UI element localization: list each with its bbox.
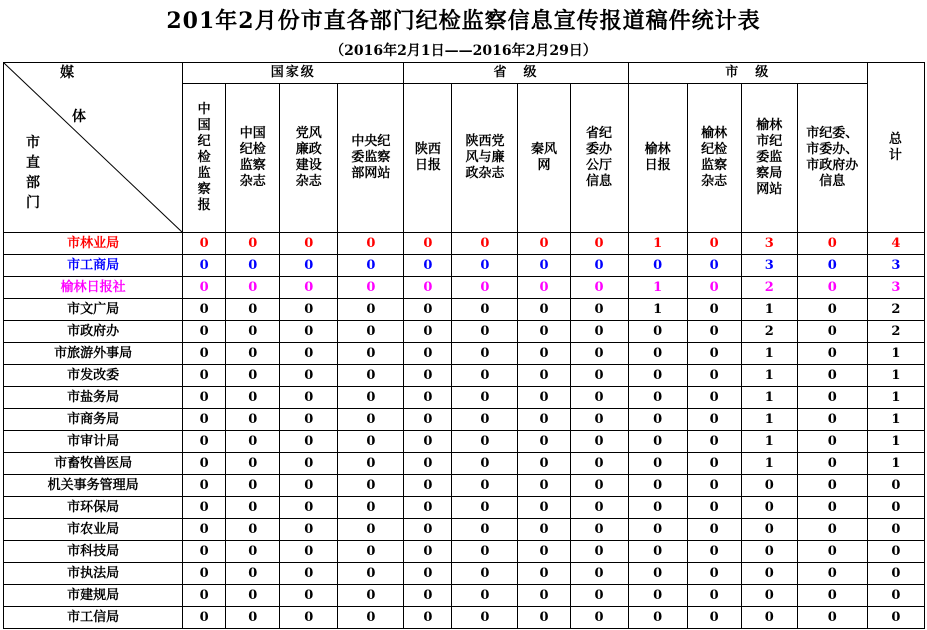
column-header: 省纪委办公厅信息 — [570, 84, 628, 233]
count-cell: 0 — [687, 607, 741, 629]
corner-type-label: 体 — [72, 109, 88, 125]
total-cell: 0 — [867, 585, 924, 607]
count-cell: 0 — [452, 409, 518, 431]
dept-name-cell: 市政府办 — [4, 321, 183, 343]
count-cell: 0 — [404, 519, 452, 541]
count-cell: 0 — [628, 519, 687, 541]
table-row — [4, 475, 925, 497]
count-cell: 0 — [797, 343, 867, 365]
dept-name-cell: 榆林日报社 — [4, 277, 183, 299]
total-cell: 2 — [867, 321, 924, 343]
total-cell: 1 — [867, 365, 924, 387]
count-cell: 0 — [226, 563, 280, 585]
count-cell: 0 — [687, 453, 741, 475]
column-header: 榆林纪检监察杂志 — [687, 84, 741, 233]
count-cell: 0 — [183, 277, 226, 299]
count-cell: 0 — [741, 563, 797, 585]
table-row — [4, 519, 925, 541]
count-cell: 0 — [280, 519, 338, 541]
column-header: 中国纪检监察报 — [183, 84, 226, 233]
count-cell: 0 — [404, 585, 452, 607]
count-cell: 0 — [280, 453, 338, 475]
count-cell: 0 — [226, 365, 280, 387]
count-cell: 0 — [570, 563, 628, 585]
count-cell: 0 — [518, 343, 570, 365]
column-header: 中国纪检监察杂志 — [226, 84, 280, 233]
count-cell: 0 — [570, 277, 628, 299]
count-cell: 0 — [338, 255, 404, 277]
total-cell: 0 — [867, 607, 924, 629]
count-cell: 0 — [404, 233, 452, 255]
count-cell: 0 — [226, 497, 280, 519]
total-cell: 1 — [867, 431, 924, 453]
total-cell: 1 — [867, 343, 924, 365]
count-cell: 0 — [452, 321, 518, 343]
count-cell: 0 — [404, 607, 452, 629]
dept-name-cell: 市科技局 — [4, 541, 183, 563]
table-row — [4, 453, 925, 475]
count-cell: 0 — [570, 453, 628, 475]
total-cell: 0 — [867, 541, 924, 563]
count-cell: 0 — [338, 519, 404, 541]
group-national: 国家级 — [183, 63, 404, 84]
count-cell: 0 — [183, 519, 226, 541]
count-cell: 0 — [404, 453, 452, 475]
dept-name-cell: 市建规局 — [4, 585, 183, 607]
count-cell: 0 — [404, 299, 452, 321]
count-cell: 0 — [183, 321, 226, 343]
total-cell: 0 — [867, 497, 924, 519]
count-cell: 0 — [452, 387, 518, 409]
dept-name-cell: 市发改委 — [4, 365, 183, 387]
count-cell: 0 — [570, 431, 628, 453]
count-cell: 0 — [687, 233, 741, 255]
count-cell: 0 — [280, 607, 338, 629]
count-cell: 0 — [226, 277, 280, 299]
count-cell: 0 — [183, 233, 226, 255]
dept-name-cell: 市环保局 — [4, 497, 183, 519]
table-row — [4, 607, 925, 629]
count-cell: 0 — [797, 497, 867, 519]
total-cell: 4 — [867, 233, 924, 255]
total-cell: 3 — [867, 277, 924, 299]
count-cell: 0 — [404, 387, 452, 409]
count-cell: 0 — [797, 541, 867, 563]
count-cell: 0 — [338, 387, 404, 409]
table-row — [4, 409, 925, 431]
total-cell: 1 — [867, 409, 924, 431]
page-title: 201年2月份市直各部门纪检监察信息宣传报道稿件统计表 — [166, 8, 761, 34]
count-cell: 0 — [797, 453, 867, 475]
count-cell: 0 — [280, 299, 338, 321]
count-cell: 0 — [797, 607, 867, 629]
count-cell: 0 — [226, 233, 280, 255]
group-header-row — [4, 63, 925, 84]
count-cell: 0 — [226, 541, 280, 563]
count-cell: 0 — [797, 431, 867, 453]
count-cell: 0 — [280, 277, 338, 299]
count-cell: 0 — [518, 321, 570, 343]
table-row — [4, 299, 925, 321]
total-cell: 1 — [867, 453, 924, 475]
count-cell: 0 — [280, 233, 338, 255]
count-cell: 0 — [628, 497, 687, 519]
dept-name-cell: 市工信局 — [4, 607, 183, 629]
column-header: 榆林日报 — [628, 84, 687, 233]
count-cell: 0 — [183, 255, 226, 277]
column-header-total: 总计 — [867, 63, 924, 233]
count-cell: 0 — [452, 255, 518, 277]
count-cell: 0 — [404, 277, 452, 299]
count-cell: 0 — [183, 431, 226, 453]
count-cell: 0 — [280, 321, 338, 343]
table-row — [4, 343, 925, 365]
count-cell: 0 — [226, 409, 280, 431]
count-cell: 0 — [338, 585, 404, 607]
dept-name-cell: 市农业局 — [4, 519, 183, 541]
total-cell: 3 — [867, 255, 924, 277]
count-cell: 0 — [687, 365, 741, 387]
count-cell: 0 — [338, 299, 404, 321]
count-cell: 0 — [518, 519, 570, 541]
count-cell: 0 — [628, 365, 687, 387]
count-cell: 0 — [183, 453, 226, 475]
count-cell: 0 — [183, 475, 226, 497]
table-row — [4, 387, 925, 409]
count-cell: 0 — [452, 585, 518, 607]
count-cell: 0 — [741, 497, 797, 519]
count-cell: 0 — [797, 563, 867, 585]
corner-media-label: 媒 — [60, 65, 76, 81]
group-provincial: 省 级 — [404, 63, 628, 84]
count-cell: 0 — [518, 387, 570, 409]
count-cell: 0 — [183, 409, 226, 431]
count-cell: 0 — [687, 343, 741, 365]
count-cell: 0 — [518, 563, 570, 585]
count-cell: 3 — [741, 233, 797, 255]
count-cell: 0 — [452, 431, 518, 453]
table-row — [4, 255, 925, 277]
count-cell: 0 — [183, 299, 226, 321]
count-cell: 0 — [280, 585, 338, 607]
count-cell: 0 — [183, 387, 226, 409]
table-row — [4, 321, 925, 343]
count-cell: 0 — [452, 497, 518, 519]
count-cell: 0 — [797, 475, 867, 497]
count-cell: 0 — [797, 299, 867, 321]
count-cell: 0 — [280, 255, 338, 277]
count-cell: 0 — [687, 277, 741, 299]
count-cell: 0 — [404, 563, 452, 585]
count-cell: 0 — [518, 233, 570, 255]
count-cell: 0 — [226, 387, 280, 409]
count-cell: 0 — [628, 585, 687, 607]
count-cell: 0 — [797, 365, 867, 387]
count-cell: 0 — [280, 343, 338, 365]
count-cell: 0 — [518, 431, 570, 453]
table-row — [4, 365, 925, 387]
count-cell: 0 — [687, 475, 741, 497]
count-cell: 0 — [687, 585, 741, 607]
count-cell: 0 — [628, 541, 687, 563]
count-cell: 0 — [452, 541, 518, 563]
dept-name-cell: 市商务局 — [4, 409, 183, 431]
count-cell: 0 — [338, 277, 404, 299]
count-cell: 0 — [628, 475, 687, 497]
count-cell: 0 — [226, 607, 280, 629]
total-cell: 0 — [867, 563, 924, 585]
count-cell: 0 — [226, 255, 280, 277]
count-cell: 0 — [404, 321, 452, 343]
count-cell: 0 — [518, 453, 570, 475]
count-cell: 0 — [687, 519, 741, 541]
count-cell: 0 — [338, 431, 404, 453]
statistics-table — [3, 62, 925, 629]
dept-name-cell: 市盐务局 — [4, 387, 183, 409]
count-cell: 0 — [570, 519, 628, 541]
count-cell: 2 — [741, 277, 797, 299]
count-cell: 0 — [452, 453, 518, 475]
count-cell: 0 — [741, 475, 797, 497]
table-row — [4, 233, 925, 255]
count-cell: 0 — [226, 475, 280, 497]
count-cell: 0 — [183, 497, 226, 519]
count-cell: 0 — [226, 585, 280, 607]
count-cell: 1 — [741, 299, 797, 321]
dept-name-cell: 市文广局 — [4, 299, 183, 321]
count-cell: 0 — [687, 321, 741, 343]
count-cell: 0 — [338, 233, 404, 255]
count-cell: 0 — [338, 475, 404, 497]
count-cell: 0 — [570, 365, 628, 387]
table-row — [4, 431, 925, 453]
count-cell: 0 — [280, 497, 338, 519]
dept-name-cell: 市畜牧兽医局 — [4, 453, 183, 475]
count-cell: 0 — [518, 255, 570, 277]
count-cell: 0 — [687, 563, 741, 585]
column-header: 陕西日报 — [404, 84, 452, 233]
count-cell: 0 — [687, 387, 741, 409]
dept-name-cell: 市工商局 — [4, 255, 183, 277]
count-cell: 0 — [628, 607, 687, 629]
count-cell: 0 — [797, 321, 867, 343]
count-cell: 0 — [628, 255, 687, 277]
count-cell: 0 — [338, 343, 404, 365]
count-cell: 0 — [628, 431, 687, 453]
count-cell: 1 — [628, 277, 687, 299]
count-cell: 0 — [570, 255, 628, 277]
count-cell: 3 — [741, 255, 797, 277]
count-cell: 0 — [338, 409, 404, 431]
count-cell: 0 — [797, 233, 867, 255]
count-cell: 0 — [226, 431, 280, 453]
column-header: 市纪委、市委办、市政府办信息 — [797, 84, 867, 233]
count-cell: 0 — [570, 475, 628, 497]
count-cell: 0 — [570, 607, 628, 629]
count-cell: 1 — [741, 343, 797, 365]
total-cell: 0 — [867, 519, 924, 541]
count-cell: 0 — [797, 409, 867, 431]
count-cell: 0 — [687, 255, 741, 277]
count-cell: 0 — [226, 343, 280, 365]
count-cell: 0 — [452, 475, 518, 497]
dept-name-cell: 市执法局 — [4, 563, 183, 585]
count-cell: 0 — [404, 365, 452, 387]
count-cell: 0 — [797, 387, 867, 409]
count-cell: 0 — [280, 431, 338, 453]
count-cell: 0 — [404, 541, 452, 563]
count-cell: 0 — [628, 387, 687, 409]
count-cell: 0 — [452, 343, 518, 365]
count-cell: 0 — [741, 541, 797, 563]
total-cell: 2 — [867, 299, 924, 321]
count-cell: 0 — [452, 365, 518, 387]
count-cell: 0 — [280, 541, 338, 563]
count-cell: 0 — [741, 607, 797, 629]
count-cell: 0 — [628, 453, 687, 475]
count-cell: 0 — [452, 299, 518, 321]
count-cell: 2 — [741, 321, 797, 343]
count-cell: 0 — [338, 453, 404, 475]
date-range-subtitle: （2016年2月1日——2016年2月29日） — [330, 43, 597, 59]
table-row — [4, 497, 925, 519]
count-cell: 0 — [628, 343, 687, 365]
count-cell: 0 — [687, 541, 741, 563]
count-cell: 0 — [518, 585, 570, 607]
count-cell: 0 — [338, 563, 404, 585]
group-city: 市 级 — [628, 63, 867, 84]
count-cell: 0 — [404, 497, 452, 519]
total-cell: 1 — [867, 387, 924, 409]
count-cell: 0 — [741, 585, 797, 607]
count-cell: 0 — [570, 497, 628, 519]
corner-dept-label: 市直部门 — [26, 135, 42, 211]
count-cell: 0 — [628, 409, 687, 431]
count-cell: 0 — [452, 563, 518, 585]
count-cell: 0 — [338, 607, 404, 629]
count-cell: 0 — [518, 299, 570, 321]
count-cell: 0 — [687, 497, 741, 519]
count-cell: 0 — [183, 365, 226, 387]
count-cell: 0 — [404, 475, 452, 497]
count-cell: 0 — [183, 563, 226, 585]
total-cell: 0 — [867, 475, 924, 497]
count-cell: 0 — [687, 299, 741, 321]
column-header: 秦风网 — [518, 84, 570, 233]
column-header: 中央纪委监察部网站 — [338, 84, 404, 233]
count-cell: 0 — [518, 607, 570, 629]
count-cell: 0 — [452, 277, 518, 299]
table-row — [4, 585, 925, 607]
count-cell: 0 — [628, 321, 687, 343]
count-cell: 0 — [687, 409, 741, 431]
count-cell: 0 — [518, 497, 570, 519]
count-cell: 0 — [570, 409, 628, 431]
count-cell: 0 — [452, 233, 518, 255]
count-cell: 0 — [518, 277, 570, 299]
count-cell: 0 — [183, 585, 226, 607]
count-cell: 1 — [741, 387, 797, 409]
count-cell: 1 — [741, 431, 797, 453]
count-cell: 0 — [518, 409, 570, 431]
count-cell: 1 — [741, 409, 797, 431]
table-body — [4, 233, 925, 629]
count-cell: 0 — [226, 299, 280, 321]
count-cell: 0 — [183, 343, 226, 365]
count-cell: 1 — [628, 233, 687, 255]
count-cell: 0 — [226, 453, 280, 475]
column-header: 榆林市纪委监察局网站 — [741, 84, 797, 233]
count-cell: 0 — [452, 607, 518, 629]
count-cell: 0 — [741, 519, 797, 541]
count-cell: 0 — [687, 431, 741, 453]
count-cell: 0 — [338, 321, 404, 343]
dept-name-cell: 市旅游外事局 — [4, 343, 183, 365]
table-row — [4, 541, 925, 563]
count-cell: 1 — [741, 453, 797, 475]
count-cell: 0 — [797, 277, 867, 299]
count-cell: 0 — [797, 585, 867, 607]
count-cell: 0 — [404, 255, 452, 277]
count-cell: 0 — [570, 585, 628, 607]
count-cell: 0 — [570, 321, 628, 343]
count-cell: 0 — [570, 387, 628, 409]
column-header: 党风廉政建设杂志 — [280, 84, 338, 233]
count-cell: 0 — [570, 541, 628, 563]
dept-name-cell: 市审计局 — [4, 431, 183, 453]
count-cell: 0 — [338, 497, 404, 519]
count-cell: 0 — [452, 519, 518, 541]
count-cell: 0 — [570, 233, 628, 255]
count-cell: 1 — [628, 299, 687, 321]
count-cell: 0 — [280, 409, 338, 431]
column-header: 陕西党风与廉政杂志 — [452, 84, 518, 233]
count-cell: 0 — [404, 343, 452, 365]
count-cell: 0 — [404, 409, 452, 431]
table-row — [4, 563, 925, 585]
count-cell: 0 — [280, 365, 338, 387]
count-cell: 0 — [518, 475, 570, 497]
count-cell: 0 — [570, 299, 628, 321]
dept-name-cell: 机关事务管理局 — [4, 475, 183, 497]
count-cell: 0 — [797, 519, 867, 541]
dept-name-cell: 市林业局 — [4, 233, 183, 255]
count-cell: 0 — [226, 519, 280, 541]
count-cell: 0 — [797, 255, 867, 277]
count-cell: 0 — [280, 387, 338, 409]
count-cell: 0 — [183, 541, 226, 563]
count-cell: 0 — [628, 563, 687, 585]
count-cell: 0 — [404, 431, 452, 453]
count-cell: 0 — [226, 321, 280, 343]
count-cell: 0 — [518, 365, 570, 387]
count-cell: 0 — [280, 475, 338, 497]
corner-header-cell — [4, 63, 183, 233]
count-cell: 0 — [183, 607, 226, 629]
count-cell: 0 — [570, 343, 628, 365]
table-row — [4, 277, 925, 299]
count-cell: 0 — [518, 541, 570, 563]
count-cell: 0 — [280, 563, 338, 585]
count-cell: 1 — [741, 365, 797, 387]
count-cell: 0 — [338, 541, 404, 563]
count-cell: 0 — [338, 365, 404, 387]
